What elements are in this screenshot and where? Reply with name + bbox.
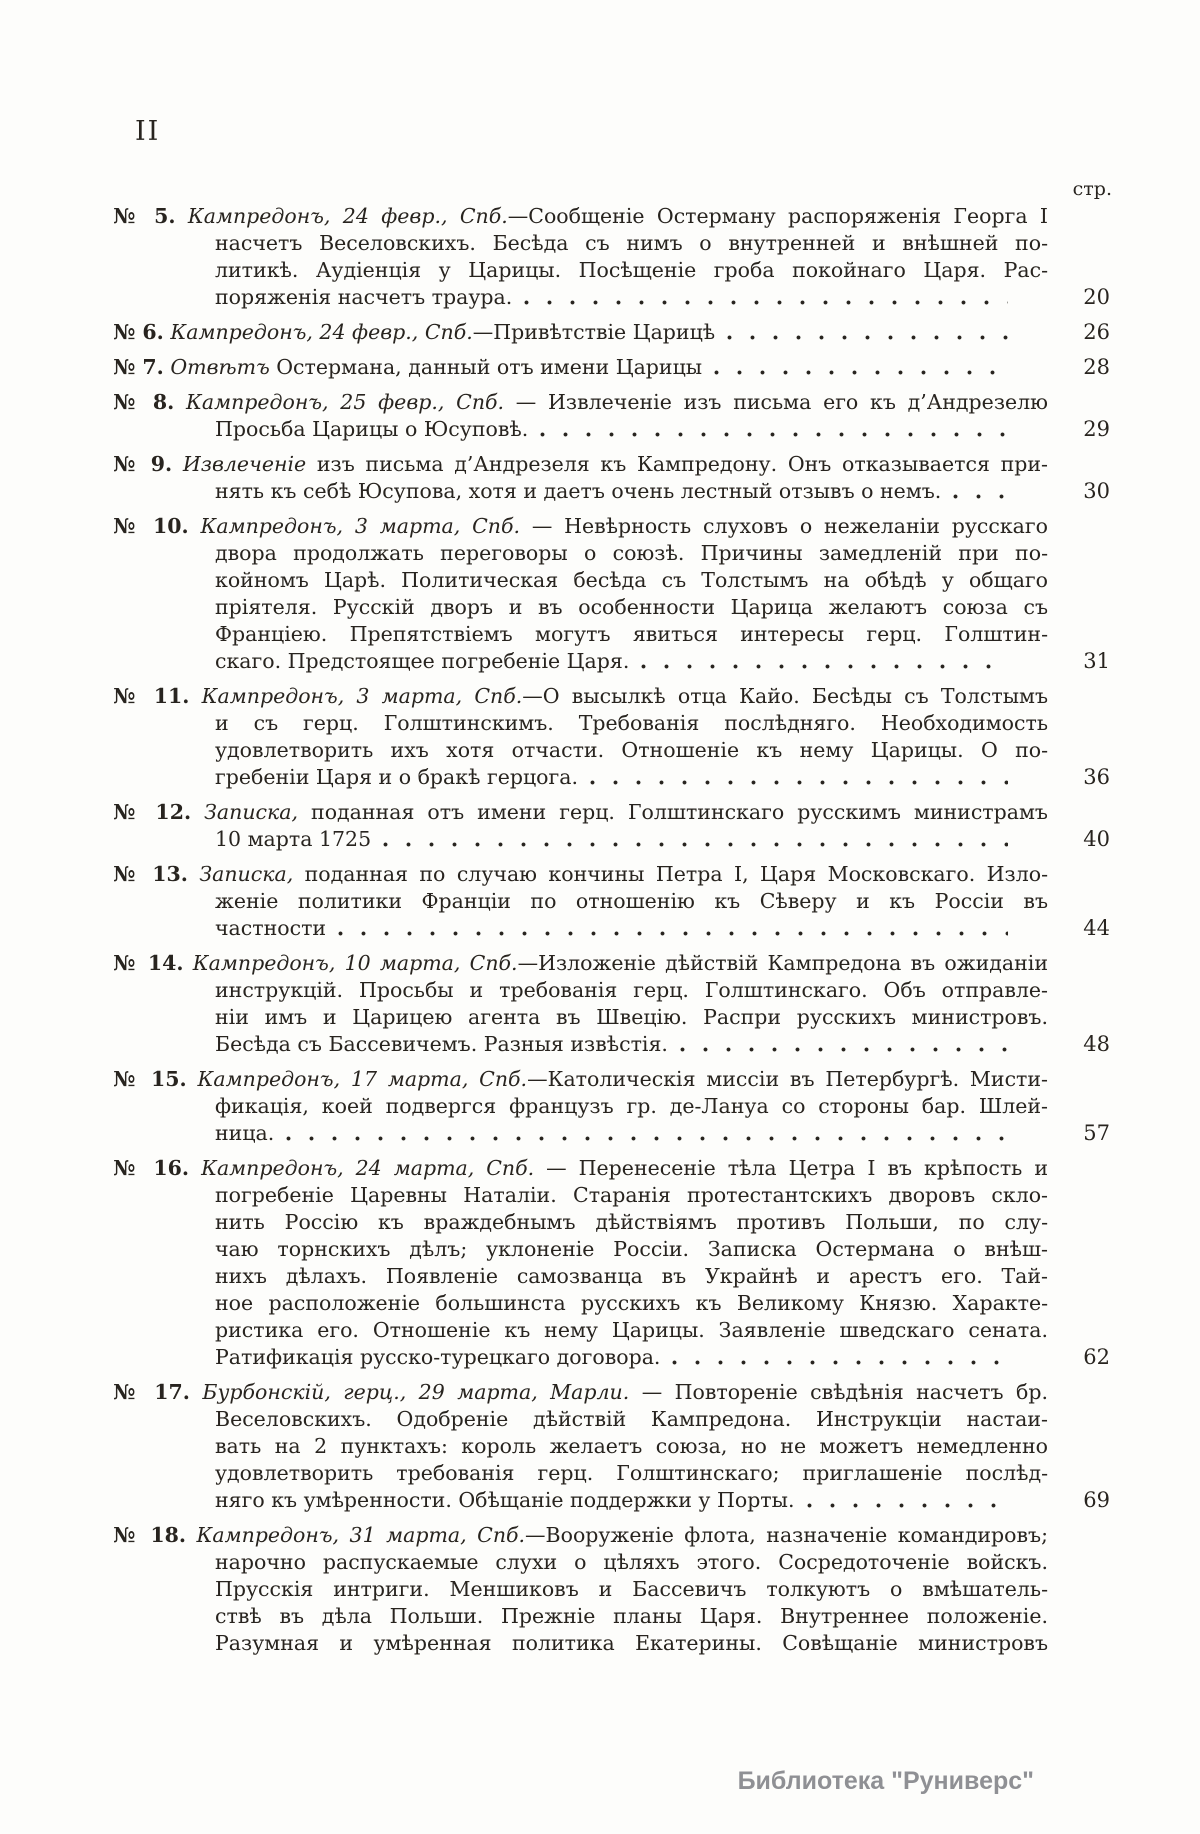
entry-number: № 17. xyxy=(113,1380,190,1404)
entry-heading-italic: Извлеченіе xyxy=(182,452,307,476)
toc-line: нить Россію къ враждебнымъ дѣйствіямъ противъ Польши, по слу- xyxy=(215,1210,1048,1234)
entry-heading-italic: Кампредонъ, 17 марта, Спб. xyxy=(197,1067,528,1091)
toc-line: женіе политики Франціи по отношенію къ Сѣверу и къ Россіи въ xyxy=(215,889,1048,913)
toc-entry xyxy=(113,950,1110,1058)
toc-line: № 18. Кампредонъ, 31 марта, Спб.—Вооруженіе флота, назначеніе командировъ; xyxy=(113,1523,1048,1547)
entry-heading-italic: Записка, xyxy=(199,862,294,886)
entry-text: скаго. Предстоящее погребеніе Царя. xyxy=(215,649,630,673)
toc-entry xyxy=(113,1522,1110,1657)
toc-line xyxy=(113,354,1110,381)
entry-page-number: 44 xyxy=(1083,916,1110,940)
entry-heading-italic: Отвѣтъ xyxy=(170,355,270,379)
dot-leader xyxy=(641,648,1008,675)
entry-number: № 10. xyxy=(113,514,189,538)
toc-line: ніи имъ и Царицею агента въ Швецію. Распри русскихъ министровъ. xyxy=(215,1005,1048,1029)
entry-number: № 6. xyxy=(113,320,164,344)
dot-leader xyxy=(338,915,1008,942)
toc-line xyxy=(113,284,1110,311)
dot-leader xyxy=(953,478,1008,505)
toc-line: литикѣ. Аудіенція у Царицы. Посѣщеніе гроба покойнаго Царя. Рас- xyxy=(215,258,1048,282)
entry-page-number: 31 xyxy=(1083,649,1110,673)
toc-line: Прусскія интриги. Меншиковъ и Бассевичъ толкуютъ о вмѣшатель- xyxy=(215,1577,1048,1601)
entry-number: № 15. xyxy=(113,1067,187,1091)
dot-leader xyxy=(672,1344,1008,1371)
entry-heading-italic: Кампредонъ, 3 марта, Спб. xyxy=(200,514,520,538)
toc-line: Франціею. Препятствіемъ могутъ явиться интересы герц. Голштин- xyxy=(215,622,1048,646)
toc-line xyxy=(113,1031,1110,1058)
toc-line: койномъ Царѣ. Политическая бесѣда съ Толстымъ на обѣдѣ у общаго xyxy=(215,568,1048,592)
entry-text: няго къ умѣренности. Обѣщаніе поддержки у Порты. xyxy=(215,1488,795,1512)
toc-line: фикація, коей подвергся французъ гр. де-Лануа со стороны бар. Шлей- xyxy=(215,1094,1048,1118)
toc-line: № 14. Кампредонъ, 10 марта, Спб.—Изложеніе дѣйствій Кампредона въ ожиданіи xyxy=(113,951,1048,975)
entry-heading-italic: Бурбонскій, герц., 29 марта, Марли. xyxy=(202,1380,630,1404)
toc-line xyxy=(113,1344,1110,1371)
entry-number: № 18. xyxy=(113,1523,187,1547)
toc-line: нихъ дѣлахъ. Появленіе самозванца въ Украйнѣ и арестъ его. Тай- xyxy=(215,1264,1048,1288)
entry-number: № 5. xyxy=(113,204,176,228)
entry-page-number: 28 xyxy=(1083,355,1110,379)
toc-line xyxy=(113,416,1110,443)
toc-line: удовлетворить ихъ хотя отчасти. Отношеніе къ нему Царицы. О по- xyxy=(215,738,1048,762)
toc-line: № 12. Записка, поданная отъ имени герц. Голштинскаго русскимъ министрамъ xyxy=(113,800,1048,824)
entry-page-number: 26 xyxy=(1083,320,1110,344)
entry-text: гребеніи Царя и о бракѣ герцога. xyxy=(215,765,578,789)
toc-line: ристика его. Отношеніе къ нему Царицы. Заявленіе шведскаго сената. xyxy=(215,1318,1048,1342)
dot-leader xyxy=(714,354,1008,381)
toc-line: ствѣ въ дѣла Польши. Прежніе планы Царя. Внутреннее положеніе. xyxy=(215,1604,1048,1628)
entry-number: № 13. xyxy=(113,862,188,886)
toc-line: удовлетворить требованія герц. Голштинскаго; приглашеніе послѣд- xyxy=(215,1461,1048,1485)
entry-text: частности xyxy=(215,916,327,940)
toc-line xyxy=(113,764,1110,791)
dot-leader xyxy=(590,764,1008,791)
toc-entry xyxy=(113,451,1110,505)
toc-line: Веселовскихъ. Одобреніе дѣйствій Кампредона. Инструкціи настаи- xyxy=(215,1407,1048,1431)
dot-leader xyxy=(524,284,1008,311)
toc-line: № 10. Кампредонъ, 3 марта, Спб. — Невѣрность слуховъ о нежеланіи русскаго xyxy=(113,514,1048,538)
entry-number: № 12. xyxy=(113,800,192,824)
toc-line: погребеніе Царевны Наталіи. Старанія протестантскихъ дворовъ скло- xyxy=(215,1183,1048,1207)
toc-line: насчетъ Веселовскихъ. Бесѣда съ нимъ о внутренней и внѣшней по- xyxy=(215,231,1048,255)
toc-entry xyxy=(113,1155,1110,1371)
toc-line xyxy=(113,1120,1110,1147)
entry-text: 10 марта 1725 xyxy=(215,827,372,851)
toc-entry xyxy=(113,203,1110,311)
toc-list xyxy=(113,203,1110,1665)
entry-number: № 7. xyxy=(113,355,164,379)
toc-line: № 9. Извлеченіе изъ письма д’Андрезеля къ Кампредону. Онъ отказывается при- xyxy=(113,452,1048,476)
entry-text: ница. xyxy=(215,1121,275,1145)
toc-line: № 16. Кампредонъ, 24 марта, Спб. — Перенесеніе тѣла Цетра I въ крѣпость и xyxy=(113,1156,1048,1180)
entry-heading-italic: Кампредонъ, 10 марта, Спб. xyxy=(192,951,518,975)
page-column-header: стр. xyxy=(1072,178,1112,200)
toc-line: Разумная и умѣренная политика Екатерины. Совѣщаніе министровъ xyxy=(215,1631,1048,1655)
toc-line: ное расположеніе большинста русскихъ къ Великому Князю. Характе- xyxy=(215,1291,1048,1315)
entry-number: № 14. xyxy=(113,951,184,975)
entry-page-number: 62 xyxy=(1083,1345,1110,1369)
toc-line xyxy=(113,826,1110,853)
entry-text: № 7. Отвѣтъ Остермана, данный отъ имени Царицы xyxy=(113,355,703,379)
toc-line: № 13. Записка, поданная по случаю кончины Петра I, Царя Московскаго. Изло- xyxy=(113,862,1048,886)
entry-heading-italic: Записка, xyxy=(204,800,299,824)
entry-page-number: 29 xyxy=(1083,417,1110,441)
toc-line xyxy=(113,319,1110,346)
toc-line: чаю торнскихъ дѣлъ; уклоненіе Россіи. Записка Остермана о внѣш- xyxy=(215,1237,1048,1261)
entry-heading-italic: Кампредонъ, 31 марта, Спб. xyxy=(196,1523,526,1547)
entry-heading-italic: Кампредонъ, 24 марта, Спб. xyxy=(201,1156,535,1180)
toc-entry xyxy=(113,319,1110,346)
toc-line xyxy=(113,1487,1110,1514)
toc-line: № 5. Кампредонъ, 24 февр., Спб.—Сообщеніе Остерману распоряженія Георга I xyxy=(113,204,1048,228)
toc-line xyxy=(113,478,1110,505)
entry-text: поряженія насчетъ траура. xyxy=(215,285,513,309)
entry-page-number: 48 xyxy=(1083,1032,1110,1056)
toc-entry xyxy=(113,1066,1110,1147)
toc-line: № 15. Кампредонъ, 17 марта, Спб.—Католическія миссіи въ Петербургѣ. Мисти- xyxy=(113,1067,1048,1091)
entry-text: Ратификація русско-турецкаго договора. xyxy=(215,1345,661,1369)
entry-text: Просьба Царицы о Юсуповѣ. xyxy=(215,417,529,441)
entry-heading-italic: Кампредонъ, 25 февр., Спб. xyxy=(186,390,505,414)
folio-page-number: II xyxy=(135,116,161,147)
entry-heading-italic: Кампредонъ, 24 февр., Спб. xyxy=(187,204,508,228)
toc-line: пріятеля. Русскій дворъ и въ особенности Царица желаютъ союза съ xyxy=(215,595,1048,619)
toc-entry xyxy=(113,1379,1110,1514)
toc-entry xyxy=(113,861,1110,942)
toc-line: двора продолжать переговоры о союзѣ. Причины замедленій при по- xyxy=(215,541,1048,565)
toc-line: № 8. Кампредонъ, 25 февр., Спб. — Извлеченіе изъ письма его къ д’Андрезелю xyxy=(113,390,1048,414)
toc-line: и съ герц. Голштинскимъ. Требованія послѣдняго. Необходимость xyxy=(215,711,1048,735)
toc-entry xyxy=(113,799,1110,853)
entry-page-number: 69 xyxy=(1083,1488,1110,1512)
toc-line xyxy=(113,648,1110,675)
toc-line: № 11. Кампредонъ, 3 марта, Спб.—О высылкѣ отца Кайо. Бесѣды съ Толстымъ xyxy=(113,684,1048,708)
toc-entry xyxy=(113,389,1110,443)
entry-text: Бесѣда съ Бассевичемъ. Разныя извѣстія. xyxy=(215,1032,668,1056)
entry-number: № 11. xyxy=(113,684,190,708)
toc-entry xyxy=(113,683,1110,791)
library-watermark: Библиотека "Руниверс" xyxy=(737,1767,1034,1795)
dot-leader xyxy=(540,416,1008,443)
toc-entry xyxy=(113,354,1110,381)
entry-number: № 8. xyxy=(113,390,175,414)
entry-text: № 6. Кампредонъ, 24 февр., Спб.—Привѣтствіе Царицѣ xyxy=(113,320,716,344)
entry-page-number: 57 xyxy=(1083,1121,1110,1145)
dot-leader xyxy=(680,1031,1008,1058)
entry-page-number: 20 xyxy=(1083,285,1110,309)
entry-text: нять къ себѣ Юсупова, хотя и даетъ очень лестный отзывъ о немъ. xyxy=(215,479,942,503)
toc-entry xyxy=(113,513,1110,675)
entry-page-number: 40 xyxy=(1083,827,1110,851)
entry-heading-italic: Кампредонъ, 24 февр., Спб. xyxy=(170,320,473,344)
dot-leader xyxy=(383,826,1008,853)
entry-page-number: 36 xyxy=(1083,765,1110,789)
dot-leader xyxy=(286,1120,1008,1147)
toc-line: инструкцій. Просьбы и требованія герц. Голштинскаго. Объ отправле- xyxy=(215,978,1048,1002)
toc-line xyxy=(113,915,1110,942)
toc-line: вать на 2 пунктахъ: король желаетъ союза, но не можетъ немедленно xyxy=(215,1434,1048,1458)
entry-heading-italic: Кампредонъ, 3 марта, Спб. xyxy=(201,684,523,708)
entry-number: № 16. xyxy=(113,1156,190,1180)
toc-line: № 17. Бурбонскій, герц., 29 марта, Марли. — Повтореніе свѣдѣнія насчетъ бр. xyxy=(113,1380,1048,1404)
toc-line: нарочно распускаемые слухи о цѣляхъ этого. Сосредоточеніе войскъ. xyxy=(215,1550,1048,1574)
dot-leader xyxy=(807,1487,1009,1514)
dot-leader xyxy=(727,319,1008,346)
entry-number: № 9. xyxy=(113,452,173,476)
entry-page-number: 30 xyxy=(1083,479,1110,503)
